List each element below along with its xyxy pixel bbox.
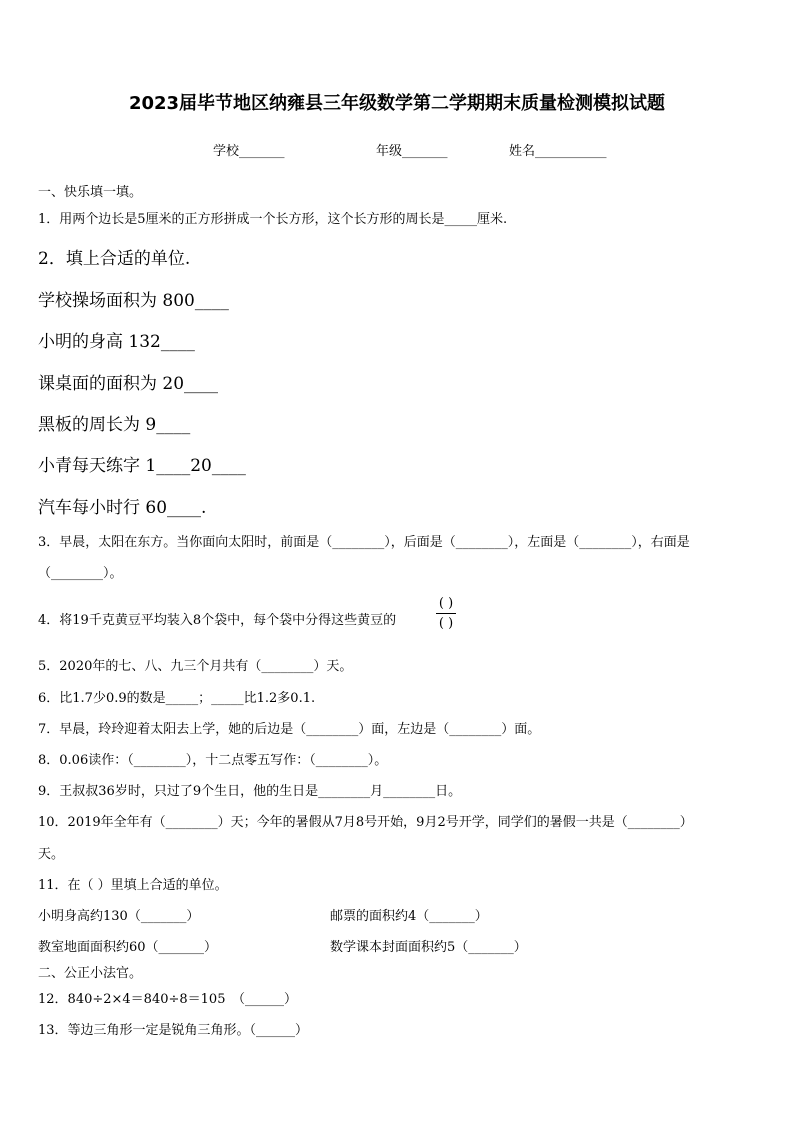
section-heading-1: 一、快乐填一填。 xyxy=(38,185,143,200)
name-field: 姓名___________ xyxy=(509,144,607,159)
question-11-item: 数学课本封面面积约5（_______） xyxy=(330,940,527,955)
question-3: 3．早晨，太阳在东方。当你面向太阳时，前面是（________），后面是（________），左面是（________），右面是 xyxy=(38,535,690,550)
school-field: 学校_______ xyxy=(213,144,285,159)
question-11-item: 邮票的面积约4（_______） xyxy=(330,909,488,924)
question-2-heading: 2．填上合适的单位. xyxy=(38,249,191,269)
page-title: 2023届毕节地区纳雍县三年级数学第二学期期末质量检测模拟试题 xyxy=(128,93,666,114)
fraction-denominator: ( ) xyxy=(438,616,454,631)
question-9: 9．王叔叔36岁时，只过了9个生日，他的生日是________月________日。 xyxy=(38,784,462,799)
question-10: 10．2019年全年有（________）天；今年的暑假从7月8号开始，9月2号开学，同学们的暑假一共是（________） xyxy=(38,815,693,830)
question-11-heading: 11．在（ ）里填上合适的单位。 xyxy=(38,878,228,893)
question-5: 5．2020年的七、八、九三个月共有（________）天。 xyxy=(38,659,353,674)
question-1: 1．用两个边长是5厘米的正方形拼成一个长方形，这个长方形的周长是_____厘米. xyxy=(38,212,508,227)
fraction-blank xyxy=(434,595,458,632)
question-4: 4．将19千克黄豆平均装入8个袋中，每个袋中分得这些黄豆的 xyxy=(38,613,397,628)
question-3-continued: （________）。 xyxy=(38,566,123,581)
question-11-item: 小明身高约130（_______） xyxy=(38,909,200,924)
fraction-bar xyxy=(436,613,456,614)
question-10-continued: 天。 xyxy=(38,847,65,862)
question-13: 13．等边三角形一定是锐角三角形。（______） xyxy=(38,1023,309,1038)
question-2-item: 小明的身高 132____ xyxy=(38,332,195,352)
grade-field: 年级_______ xyxy=(376,144,448,159)
fraction-numerator: ( ) xyxy=(438,596,454,611)
question-2-item: 小青每天练字 1____20____ xyxy=(38,456,246,476)
question-2-item: 黑板的周长为 9____ xyxy=(38,415,191,435)
question-6: 6．比1.7少0.9的数是_____；_____比1.2多0.1. xyxy=(38,691,316,706)
section-heading-2: 二、公正小法官。 xyxy=(38,966,143,981)
question-12: 12．840÷2×4＝840÷8＝105 （______） xyxy=(38,992,297,1007)
question-2-item: 汽车每小时行 60____. xyxy=(38,498,207,518)
question-7: 7．早晨，玲玲迎着太阳去上学，她的后边是（________）面，左边是（________）面。 xyxy=(38,722,541,737)
question-2-item: 学校操场面积为 800____ xyxy=(38,291,229,311)
question-2-item: 课桌面的面积为 20____ xyxy=(38,374,219,394)
question-11-item: 教室地面面积约60（_______） xyxy=(38,940,218,955)
question-8: 8．0.06读作：（________），十二点零五写作：（________）。 xyxy=(38,753,388,768)
